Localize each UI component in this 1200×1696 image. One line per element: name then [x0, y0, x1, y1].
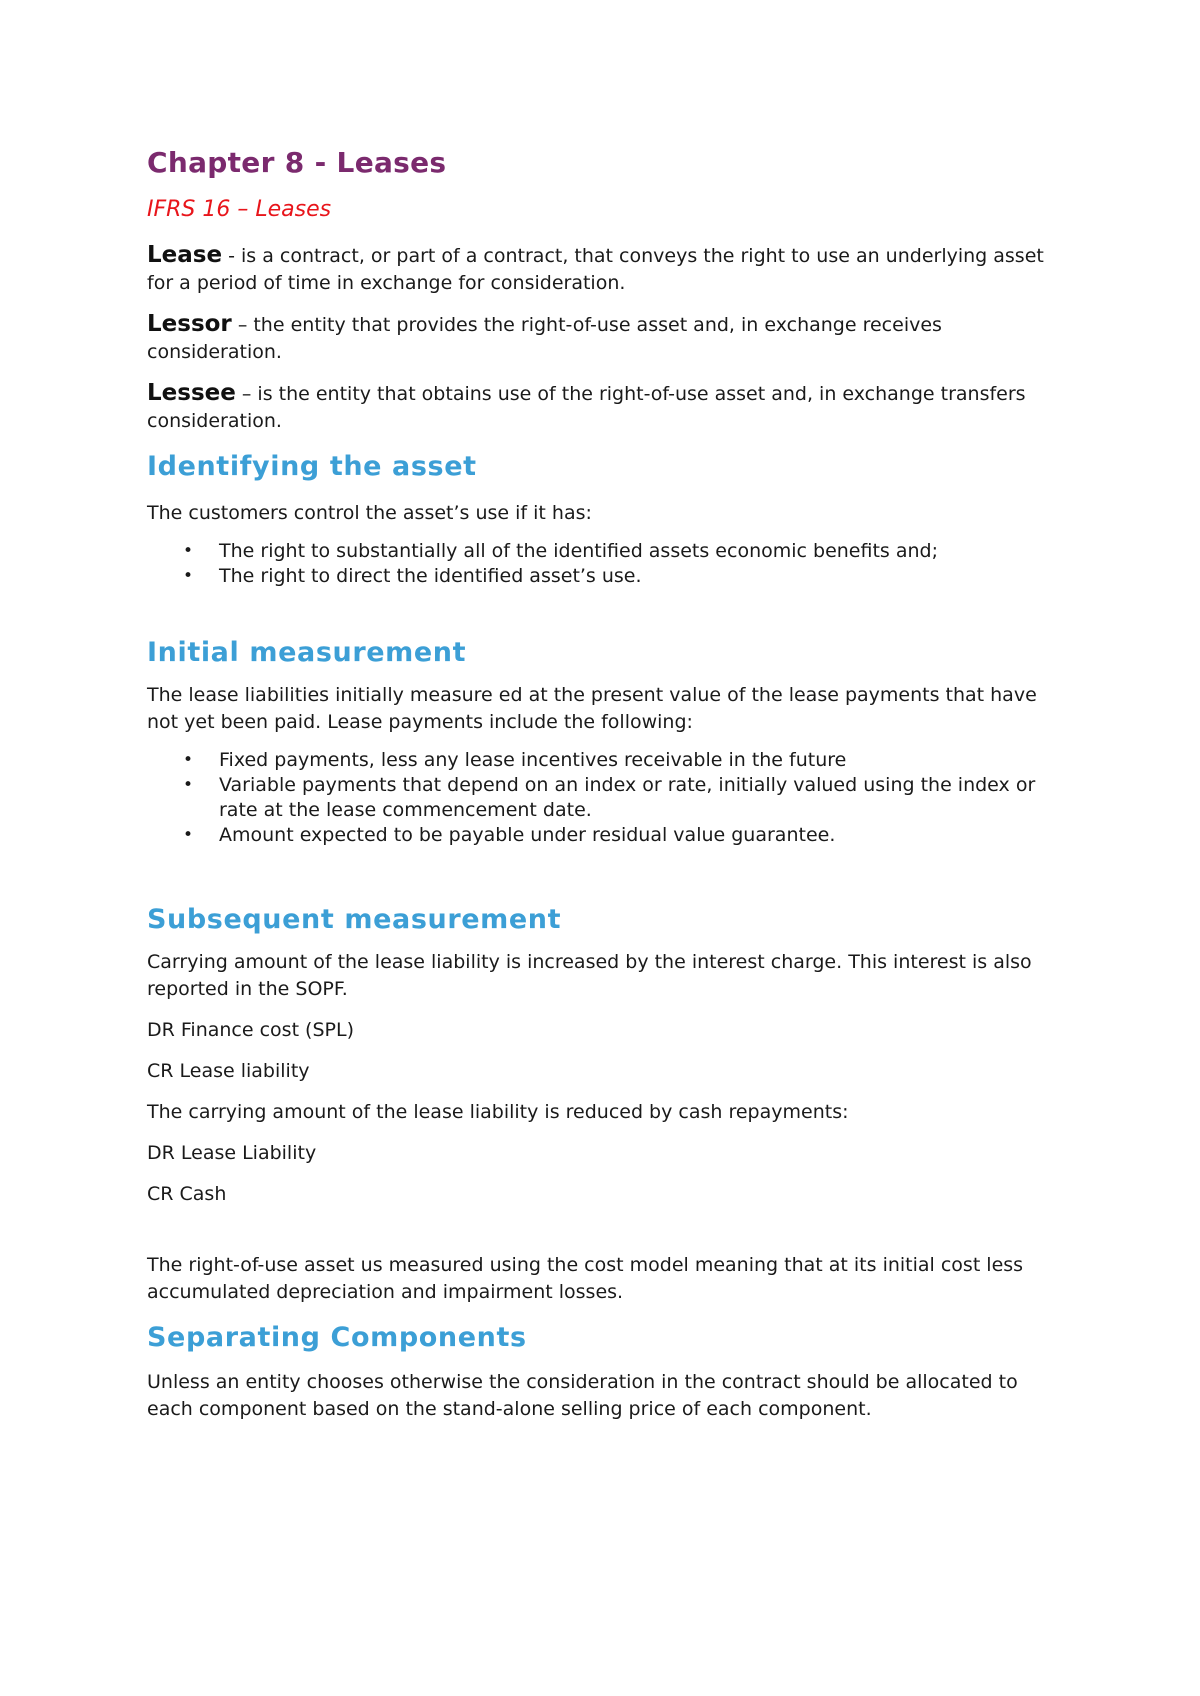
identifying-list: [147, 539, 1067, 589]
definition-lessee: [147, 380, 1067, 435]
journal-dr-finance-cost: DR Finance cost (SPL): [147, 1019, 354, 1041]
list-item: • The right to substantially all of the identified assets economic benefits and;: [183, 540, 938, 562]
list-item: • Amount expected to be payable under residual value guarantee.: [183, 824, 836, 846]
journal-cr-lease-liability: CR Lease liability: [147, 1060, 310, 1082]
term-lessor: Lessor: [147, 311, 232, 337]
document-page: [147, 138, 1067, 1423]
list-item: • Variable payments that depend on an index or rate, initially valued using the index or rate at the lease commencement date.: [183, 774, 1036, 821]
heading-identifying-asset: Identifying the asset: [147, 451, 477, 482]
subsequent-p4: The carrying amount of the lease liability is reduced by cash repayments:: [147, 1101, 849, 1123]
heading-separating-components: Separating Components: [147, 1322, 527, 1353]
subsequent-p7: The right-of-use asset us measured using the cost model meaning that at its initial cost less accumulated depreciation and impairment losses.: [147, 1254, 1024, 1303]
definition-lease: [147, 242, 1067, 297]
journal-cr-cash: CR Cash: [147, 1183, 227, 1205]
subsequent-p1: Carrying amount of the lease liability is increased by the interest charge. This interest is also reported in the SOPF.: [147, 951, 1032, 1000]
bullet-icon: •: [183, 775, 194, 795]
bullet-icon: •: [183, 750, 194, 770]
bullet-icon: •: [183, 541, 194, 561]
separating-p1: Unless an entity chooses otherwise the consideration in the contract should be allocated to each component based on the stand-alone selling price of each component.: [147, 1371, 1018, 1420]
bullet-icon: •: [183, 825, 194, 845]
chapter-title: Chapter 8 - Leases: [147, 146, 447, 179]
heading-initial-measurement: Initial measurement: [147, 637, 467, 668]
bullet-icon: •: [183, 566, 194, 586]
list-item: • The right to direct the identified asset’s use.: [183, 565, 642, 587]
identifying-intro: The customers control the asset’s use if it has:: [147, 502, 592, 524]
term-lease: Lease: [147, 242, 223, 268]
list-item: • Fixed payments, less any lease incentives receivable in the future: [183, 749, 847, 771]
definition-lease-text: - is a contract, or part of a contract, that conveys the right to use an underlying asset for a period of time in exchange for consideration.: [147, 245, 1044, 294]
journal-dr-lease-liability: DR Lease Liability: [147, 1142, 317, 1164]
definition-lessor-text: – the entity that provides the right-of-use asset and, in exchange receives consideration.: [147, 314, 942, 363]
definition-lessor: [147, 311, 1067, 366]
initial-list: [147, 748, 1067, 848]
heading-subsequent-measurement: Subsequent measurement: [147, 904, 562, 935]
term-lessee: Lessee: [147, 380, 236, 406]
definition-lessee-text: – is the entity that obtains use of the right-of-use asset and, in exchange transfers consideration.: [147, 383, 1026, 432]
initial-intro: The lease liabilities initially measure ed at the present value of the lease payments that have not yet been paid. Lease payments include the following:: [147, 684, 1037, 733]
standard-title: IFRS 16 – Leases: [147, 197, 332, 222]
